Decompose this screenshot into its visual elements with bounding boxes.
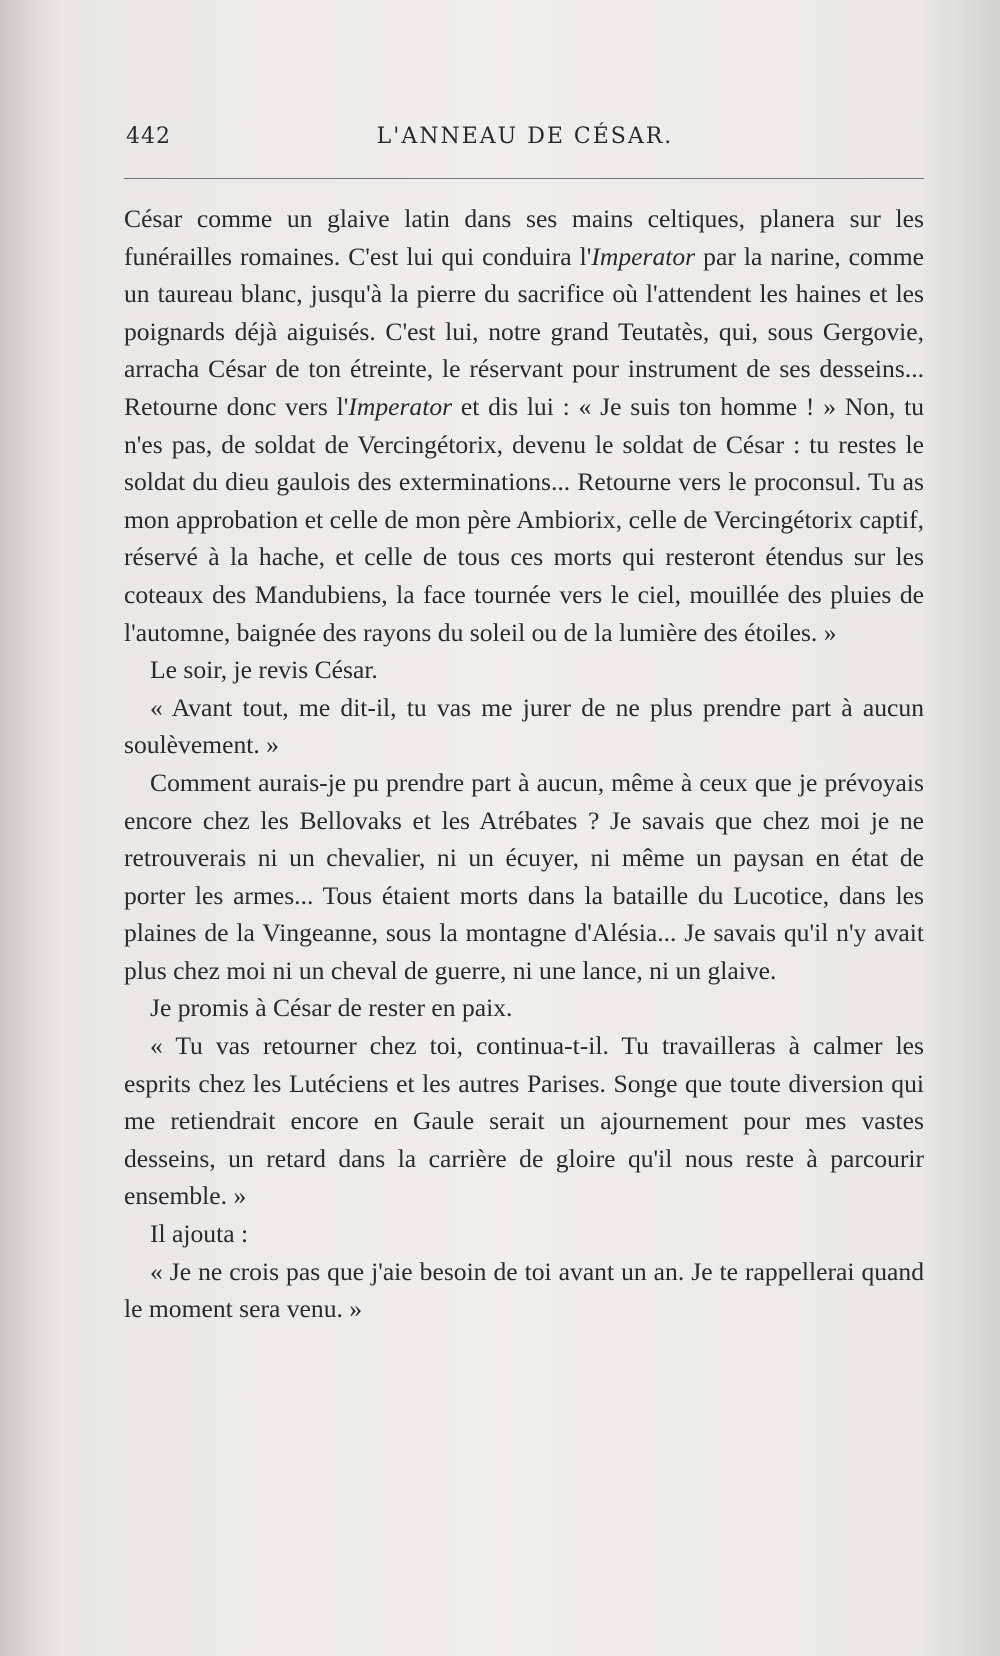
- text-span: par la narine, comme un taureau blanc, jusqu'à la pierre du sacrifice où l'attendent les haines et les poignards déjà aiguisés. C'est lui, notre grand Teutatès, qui, sous Gergovie, arracha César de ton étreinte, le réservant pour instrument de ses desseins... Retourne donc vers l': [124, 241, 925, 421]
- paragraph: [124, 651, 924, 689]
- italic-text-span: Imperator: [348, 391, 453, 421]
- paragraph: [124, 764, 924, 990]
- header-rule: [124, 178, 924, 179]
- italic-text-span: Imperator: [591, 241, 696, 271]
- text-span: Le soir, je revis César.: [150, 655, 378, 685]
- text-span: et dis lui : « Je suis ton homme ! » Non, tu n'es pas, de soldat de Vercingétorix, devenu le soldat de César : tu restes le soldat du dieu gaulois des exterminations... Retourne vers le proconsul. Tu as mon approbation et celle de mon père Ambiorix, celle de Vercingétorix captif, réservé à la hache, et celle de tous ces morts qui resteront étendus sur les coteaux des Mandubiens, la face tournée vers le ciel, mouillée des pluies de l'automne, baignée des rayons du soleil ou de la lumière des étoiles. »: [124, 391, 924, 647]
- text-span: César comme un glaive latin dans ses mains celtiques, planera sur les funérailles romaines. C'est lui qui conduira l': [124, 204, 924, 271]
- text-span: Il ajouta :: [150, 1219, 249, 1249]
- running-head: [120, 124, 930, 156]
- page-number: 442: [126, 124, 171, 149]
- paragraph: [124, 200, 924, 651]
- text-span: Je promis à César de rester en paix.: [150, 993, 513, 1023]
- body-text: [124, 200, 924, 1328]
- paragraph: [124, 989, 924, 1027]
- text-span: « Tu vas retourner chez toi, continua-t-il. Tu travailleras à calmer les esprits chez les Lutéciens et les autres Parises. Songe que toute diversion qui me retiendrait encore en Gaule serait un ajournement pour mes vastes desseins, un retard dans la carrière de gloire qu'il nous reste à parcourir ensemble. »: [124, 1031, 924, 1211]
- text-span: « Avant tout, me dit-il, tu vas me jurer de ne plus prendre part à aucun soulèvement. »: [124, 692, 924, 760]
- running-title: L'ANNEAU DE CÉSAR.: [376, 124, 674, 149]
- paragraph: [124, 1215, 924, 1253]
- paragraph: [124, 689, 924, 764]
- paragraph: [124, 1027, 924, 1215]
- text-span: Comment aurais-je pu prendre part à aucun, même à ceux que je prévoyais encore chez les Bellovaks et les Atrébates ? Je savais que chez moi je ne retrouverais ni un chevalier, ni un écuyer, ni même un paysan en état de porter les armes... Tous étaient morts dans la bataille du Lucotice, dans les plaines de la Vingeanne, sous la montagne d'Alésia... Je savais qu'il n'y avait plus chez moi ni un cheval de guerre, ni une lance, ni un glaive.: [124, 767, 924, 985]
- paragraph: [124, 1253, 924, 1328]
- text-span: « Je ne crois pas que j'aie besoin de toi avant un an. Je te rappellerai quand le moment sera venu. »: [124, 1256, 924, 1324]
